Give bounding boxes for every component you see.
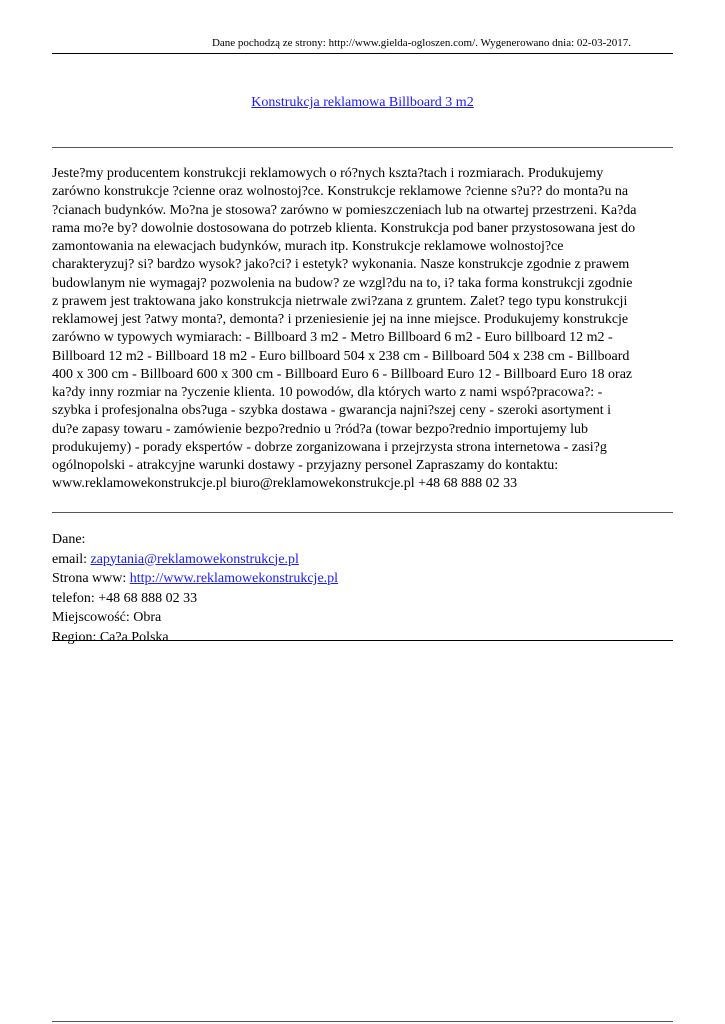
title-divider (52, 147, 673, 148)
source-note: Dane pochodzą ze strony: http://www.gielda-ogloszen.com/. Wygenerowano dnia: 02-03-2017. (211, 37, 631, 49)
website-row (52, 569, 673, 589)
contact-section (52, 530, 673, 647)
website-link[interactable]: http://www.reklamowekonstrukcje.pl (129, 571, 339, 586)
email-label: email: (52, 551, 91, 567)
footer-divider (52, 1021, 673, 1022)
email-link[interactable]: zapytania@reklamowekonstrukcje.pl (90, 551, 299, 567)
city-row: Miejscowość: Obra (52, 610, 162, 625)
title-block (52, 94, 673, 112)
page-header (52, 36, 673, 50)
website-label: Strona www: (52, 571, 130, 586)
header-divider (52, 53, 673, 54)
region-row: Region: Ca?a Polska (52, 629, 169, 645)
phone-row: telefon: +48 68 888 02 33 (52, 590, 198, 606)
listing-title-link[interactable]: Konstrukcja reklamowa Billboard 3 m2 (251, 95, 474, 110)
contact-divider (52, 640, 673, 641)
listing-description: Jeste?my producentem konstrukcji reklamowych o ró?nych kszta?tach i rozmiarach. Produkujemy zarówno konstrukcje ?cienne oraz wolnostoj?ce. Konstrukcje reklamowe ?cienne s?u?? do monta?u na ?cianach budynków. Mo?na je stosowa? zarówno w pomieszczeniach lub na otwartej przestrzeni. Ka?da rama mo?e by? dowolnie dostosowana do potrzeb klienta. Konstrukcja pod baner przystosowana jest do zamontowania na elewacjach budynków, murach itp. Konstrukcje reklamowe wolnostoj?ce charakteryzuj? si? bardzo wysok? jako?ci? i estetyk? wykonania. Nasze konstrukcje zgodnie z prawem budowlanym nie wymagaj? pozwolenia na budow? ze wzgl?du na to, i? taka forma konstrukcji zgodnie z prawem jest traktowana jako konstrukcja nietrwale zwi?zana z gruntem. Zalet? tego typu konstrukcji reklamowej jest ?atwy monta?, demonta? i przeniesienie jej na inne miejsce. Produkujemy konstrukcje zarówno w typowych wymiarach: - Billboard 3 m2 - Metro Billboard 6 m2 - Euro billboard 12 m2 - Billboard 12 m2 - Billboard 18 m2 - Euro billboard 504 x 238 cm - Billboard 504 x 238 cm - Billboard 400 x 300 cm - Billboard 600 x 300 cm - Billboard Euro 6 - Billboard Euro 12 - Billboard Euro 18 oraz ka?dy inny rozmiar na ?yczenie klienta. 10 powodów, dla których warto z nami wspó?pracowa?: - szybka i profesjonalna obs?uga - szybka dostawa - gwarancja najni?szej ceny - szeroki asortyment i du?e zapasy towaru - zamówienie bezpo?rednio u ?ród?a (towar bezpo?rednio importujemy lub produkujemy) - porady ekspertów - dobrze zorganizowana i przejrzysta strona internetowa - zasi?g ogólnopolski - atrakcyjne warunki dostawy - przyjazny personel Zapraszamy do kontaktu: www.reklamowekonstrukcje.pl biuro@reklamowekonstrukcje.pl +48 68 888 02 33 (52, 166, 637, 492)
contact-heading: Dane: (52, 532, 86, 547)
email-row (52, 550, 673, 570)
description-divider (52, 512, 673, 513)
